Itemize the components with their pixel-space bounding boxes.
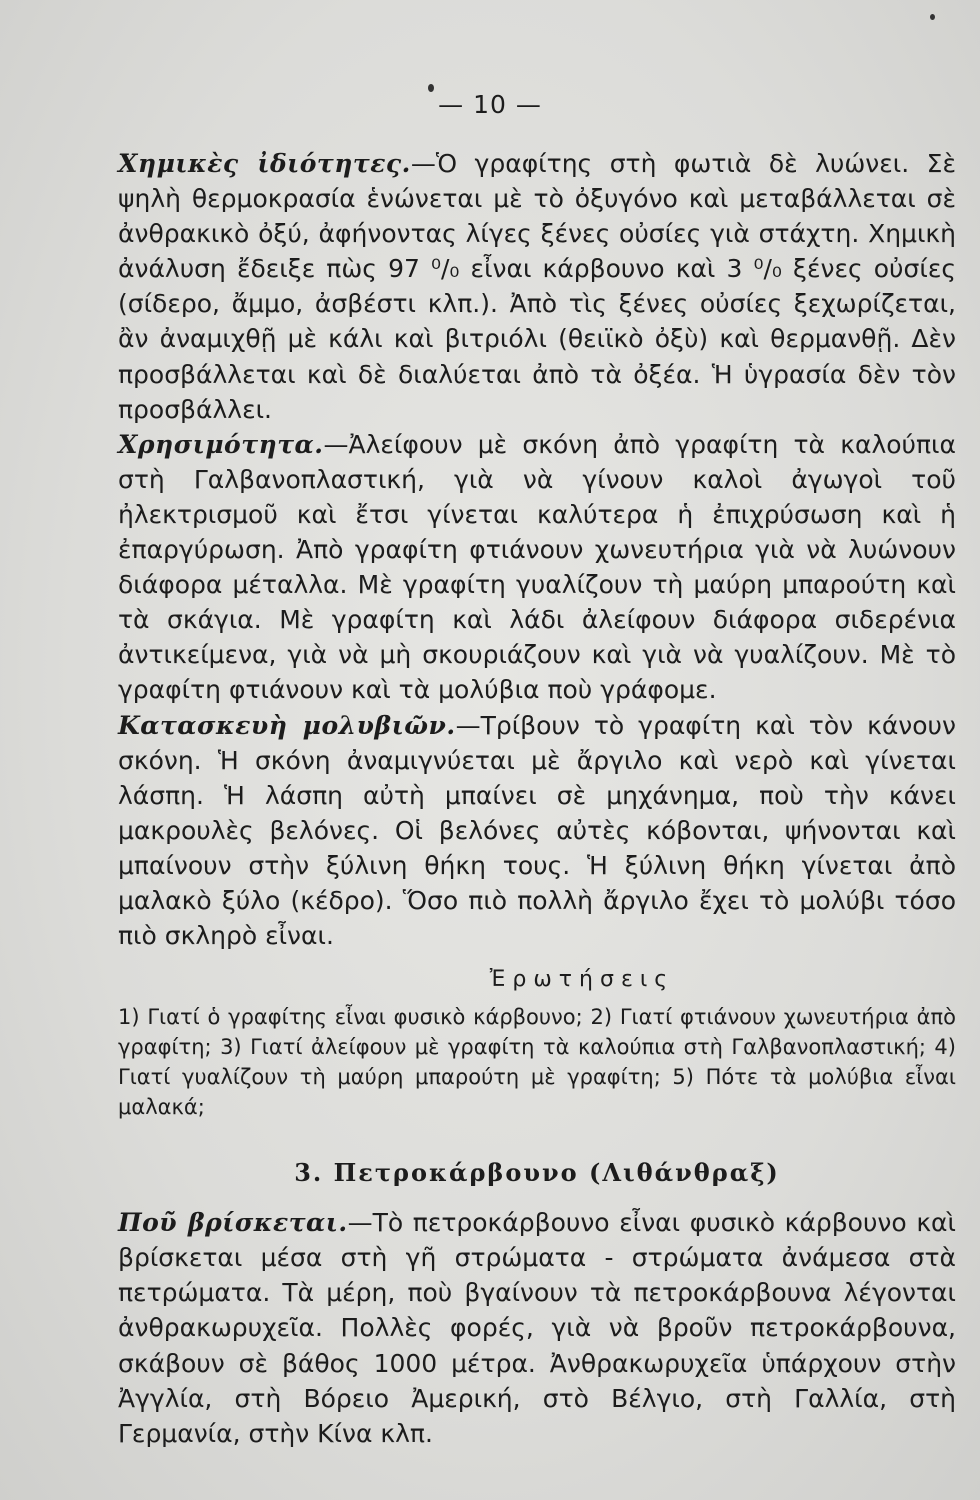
questions-title: Ἐρωτήσεις <box>489 967 675 993</box>
paragraph-text: —Τρίβουν τὸ γραφίτη καὶ τὸν κάνουν σκόνη. Ἡ σκόνη ἀναμιγνύεται μὲ ἄργιλο καὶ νερὸ καὶ γίνεται λάσπη. Ἡ λάσπη αὐτὴ μπαίνει σὲ μηχάνημα, ποὺ τὴν κάνει μακρουλὲς βελόνες. Οἱ βελόνες αὐτὲς κόβονται, ψήνονται καὶ μπαίνουν στὴν ξύλινη θήκη τους. Ἡ ξύλινη θήκη γίνεται ἀπὸ μαλακὸ ξύλο (κέδρο). Ὅσο πιὸ πολλὴ ἄργιλο ἔχει τὸ μολύβι τόσο πιὸ σκληρὸ εἶναι. <box>118 710 956 951</box>
section-heading: Κατασκευὴ μολυβιῶν. <box>118 710 456 740</box>
page-number: — 10 — <box>438 90 542 119</box>
chapter-title: 3. Πετροκάρβουνο (Λιθάνθραξ) <box>294 1158 780 1188</box>
section-heading: Ποῦ βρίσκεται. <box>118 1208 348 1238</box>
section-heading: Χημικὲς ἰδιότητες. <box>118 149 411 178</box>
paragraph-chemical-properties <box>118 146 956 427</box>
paragraph-text: —Ἀλείφουν μὲ σκόνη ἀπὸ γραφίτη τὰ καλούπια στὴ Γαλβανοπλαστική, γιὰ νὰ γίνουν καλοὶ ἀγωγοὶ τοῦ ἠλεκτρισμοῦ καὶ ἔτσι γίνεται καλύτερα ἡ ἐπιχρύσωση καὶ ἡ ἐπαργύρωση. Ἀπὸ γραφίτη φτιάνουν χωνευτήρια γιὰ νὰ λυώνουν διάφορα μέταλλα. Μὲ γραφίτη γυαλίζουν τὴ μαύρη μπαρούτη καὶ τὰ σκάγια. Μὲ γραφίτη καὶ λάδι ἀλείφουν διάφορα σιδερένια ἀντικείμενα, γιὰ νὰ μὴ σκουριάζουν καὶ γιὰ νὰ γυαλίζουν. Μὲ τὸ γραφίτη φτιάνουν καὶ τὰ μολύβια ποὺ γράφομε. <box>118 429 956 705</box>
section-heading: Χρησιμότητα. <box>118 429 324 459</box>
paragraph-text: —Ὁ γραφίτης στὴ φωτιὰ δὲ λυώνει. Σὲ ψηλὴ θερμοκρασία ἑνώνεται μὲ τὸ ὀξυγόνο καὶ μεταβάλλεται σὲ ἀνθρακικὸ ὀξύ, ἀφήνοντας λίγες ξένες οὐσίες γιὰ στάχτη. Χημικὴ ἀνάλυση ἔδειξε πὼς 97 ⁰/₀ εἶναι κάρβουνο καὶ 3 ⁰/₀ ξένες οὐσίες (σίδερο, ἄμμο, ἀσβέστι κλπ.). Ἀπὸ τὶς ξένες οὐσίες ξεχωρίζεται, ἂν ἀναμιχθῇ μὲ κάλι καὶ βιτριόλι (θειϊκὸ ὀξὺ) καὶ θερμανθῇ. Δὲν προσβάλλεται καὶ δὲ διαλύεται ἀπὸ τὰ ὀξέα. Ἡ ὑγρασία δὲν τὸν προσβάλλει. <box>118 149 956 424</box>
questions-text: 1) Γιατί ὁ γραφίτης εἶναι φυσικὸ κάρβουνο; 2) Γιατί φτιάνουν χωνευτήρια ἀπὸ γραφίτη; 3) Γιατί ἀλείφουν μὲ γραφίτη τὰ καλούπια στὴ Γαλβανοπλαστική; 4) Γιατί γυαλίζουν τὴ μαύρη μπαρούτη μὲ γραφίτη; 5) Πότε τὰ μολύβια εἶναι μαλακά; <box>118 1005 956 1120</box>
page-text <box>118 146 956 1451</box>
paragraph-where-found <box>118 1205 956 1451</box>
paragraph-usefulness <box>118 427 956 708</box>
paragraph-pencil-making <box>118 708 956 954</box>
ink-speck <box>930 14 935 20</box>
paragraph-text: —Τὸ πετροκάρβουνο εἶναι φυσικὸ κάρβουνο καὶ βρίσκεται μέσα στὴ γῆ στρώματα - στρώματα ἀνάμεσα στὰ πετρώματα. Τὰ μέρη, ποὺ βγαίνουν τὰ πετροκάρβουνα λέγονται ἀνθρακωρυχεῖα. Πολλὲς φορές, γιὰ νὰ βροῦν πετροκάρβουνα, σκάβουν σὲ βάθος 1000 μέτρα. Ἀνθρακωρυχεῖα ὑπάρχουν στὴν Ἀγγλία, στὴ Βόρειο Ἀμερική, στὸ Βέλγιο, στὴ Γαλλία, στὴ Γερμανία, στὴν Κίνα κλπ. <box>118 1208 956 1448</box>
